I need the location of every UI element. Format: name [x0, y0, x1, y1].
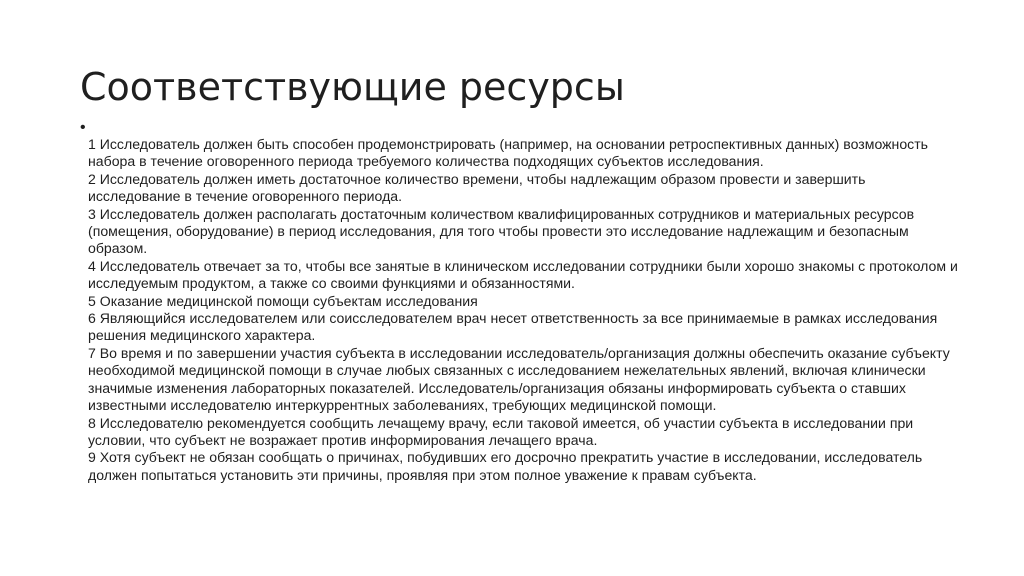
bullet-marker: •	[80, 119, 86, 136]
list-item-1: 1 Исследователь должен быть способен продемонстрировать (например, на основании ретроспективных данных) возможность набора в течение оговоренного периода требуемого количества подходящих субъектов исследования.	[88, 136, 929, 170]
list-item-3: 3 Исследователь должен располагать достаточным количеством квалифицированных сотрудников и материальных ресурсов (помещения, оборудование) в период исследования, для того чтобы провести это исследование надлежащим и безопасным образом.	[88, 205, 915, 257]
list-item-2: 2 Исследователь должен иметь достаточное количество времени, чтобы надлежащим образом провести и завершить исследование в течение оговоренного периода.	[88, 170, 866, 205]
slide-title: Соответствующие ресурсы	[80, 65, 625, 109]
list-item-9: 9 Хотя субъект не обязан сообщать о причинах, побудивших его досрочно прекратить участие в исследовании, исследователь должен попытаться установить эти причины, проявляя при этом полное уважение к правам субъекта.	[88, 449, 923, 483]
list-item-8: 8 Исследователю рекомендуется сообщить лечащему врачу, если таковой имеется, об участии субъекта в исследовании при условии, что субъект не возражает против информирования лечащего врача.	[88, 414, 914, 448]
list-item-5: 5 Оказание медицинской помощи субъектам исследования	[88, 292, 478, 309]
list-item-6: 6 Являющийся исследователем или соисследователем врач несет ответственность за все принимаемые в рамках исследования решения медицинского характера.	[88, 310, 938, 344]
slide-body	[88, 136, 958, 484]
list-item-4: 4 Исследователь отвечает за то, чтобы все занятые в клиническом исследовании сотрудники были хорошо знакомы с протоколом и исследуемым продуктом, а также со своими функциями и обязанностями.	[88, 257, 958, 292]
list-item-7: 7 Во время и по завершении участия субъекта в исследовании исследователь/организация должны обеспечить оказание субъекту необходимой медицинской помощи в случае любых связанных с исследованием нежелательных явлений, включая клинически значимые изменения лабораторных показателей. Исследователь/организация обязаны информировать субъекта о ставших известными исследователю интеркуррентных заболеваниях, требующих медицинской помощи.	[88, 344, 950, 414]
